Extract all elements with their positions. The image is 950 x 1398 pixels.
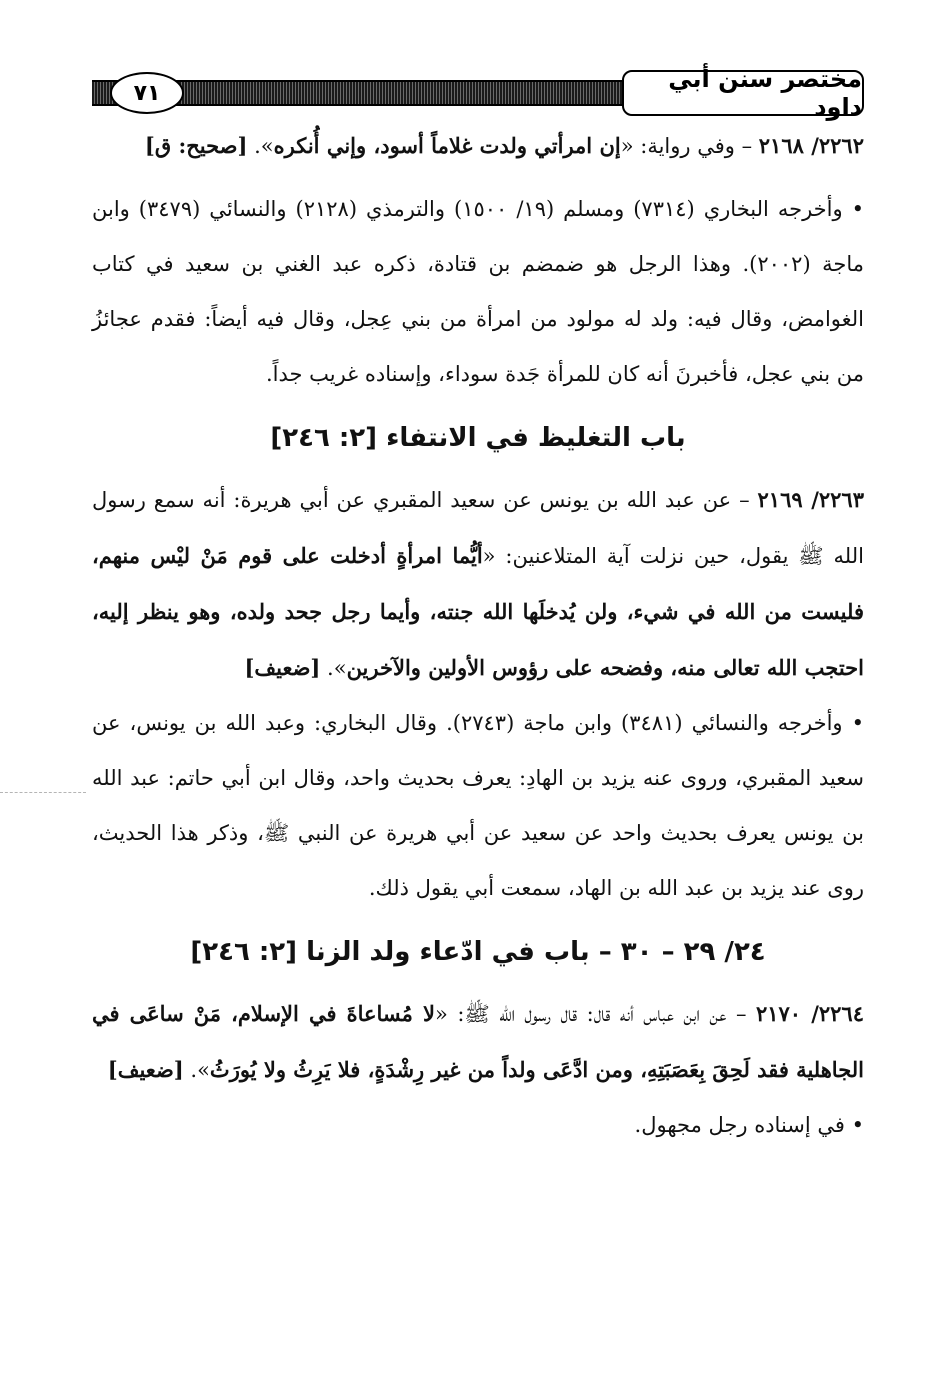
chapter-heading-claiming [92,922,864,982]
page-number-text: ٧١ [133,80,161,106]
hadith-quote: أيُّما امرأةٍ أدخلت على قوم مَنْ ليْس منهم، فليست من الله في شيء، ولن يُدخلَها الله جنته، وأيما رجل جحد ولده، وهو ينظر إليه، احتجب الله تعالى منه، وفضحه على رؤوس الأولين والآخرين [92,543,864,680]
commentary-text: • في إسناده رجل مجهول. [634,1113,864,1137]
book-title-text: مختصر سنن أبي داود [668,65,862,121]
hadith-number: ٢٢٦٢/ ٢١٦٨ [758,133,864,158]
page-header [92,65,864,121]
commentary-2264 [92,1098,864,1153]
hadith-2262 [92,118,864,174]
commentary-text: • وأخرجه والنسائي (٣٤٨١) وابن ماجة (٢٧٤٣). وقال البخاري: وعبد الله بن يونس، عن سعيد المقبري، وروى عنه يزيد بن الهادِ: يعرف بحديث واحد، وقال ابن أبي حاتم: عبد الله بن يونس يعرف بحديث واحد عن سعيد عن أبي هريرة عن النبي ﷺ، وذكر هذا الحديث، روى عند يزيد بن عبد الله بن الهاد، سمعت أبي يقول ذلك. [92,711,864,900]
hadith-quote-close: ». [320,656,347,680]
chapter-heading-text: ٢٤/ ٢٩ – ٣٠ – باب في ادّعاء ولد الزنا [٢: ٢٤٦] [190,937,766,967]
hadith-grade: [ضعيف] [244,655,321,680]
hadith-text: – عن ابن عباس أنه قال: قال رسول الله ﷺ: « [435,1002,747,1026]
hadith-number: ٢٢٦٤/ ٢١٧٠ [755,1001,864,1026]
hadith-2264 [92,986,864,1098]
commentary-2263 [92,696,864,916]
commentary-2262 [92,182,864,402]
spacer [92,174,864,182]
hadith-quote: لا مُساعاةَ في الإسلام، مَنْ ساعَى في الجاهلية فقد لَحِقَ بِعَصَبَتِهِ، ومن ادَّعَى ولداً من غير رِشْدَةٍ، فلا يَرِثُ ولا يُورَثُ [92,1001,864,1082]
page-number [110,72,184,114]
hadith-quote-close: ». [183,1058,210,1082]
commentary-text: • وأخرجه البخاري (٧٣١٤) ومسلم (١٩/ ١٥٠٠) والترمذي (٢١٢٨) والنسائي (٣٤٧٩) وابن ماجة (٢٠٠٢). وهذا الرجل هو ضمضم بن قتادة، ذكره عبد الغني بن سعيد في كتاب الغوامض، وقال فيه: ولد له مولود من امرأة من بني عِجل، وقال فيه أيضاً: فقدم عجائزُ من بني عجل، فأخبرنَ أنه كان للمرأة جَدة سوداء، وإسناده غريب جداً. [92,197,864,386]
hadith-grade: [ضعيف] [107,1057,184,1082]
page-body [92,118,864,1153]
hadith-quote: إن امرأتي ولدت غلاماً أسود، وإني أُنكره [273,133,621,158]
book-title [622,65,864,121]
hadith-text: – وفي رواية: « [620,134,753,158]
hadith-text: – عن عبد الله بن يونس عن سعيد المقبري عن أبي هريرة: أنه سمع رسول الله ﷺ يقول، حين نزلت آية المتلاعنين: « [92,488,864,568]
chapter-heading-denial [92,408,864,468]
scan-artifact-line [0,792,86,793]
hadith-number: ٢٢٦٣/ ٢١٦٩ [757,487,864,512]
hadith-2263 [92,472,864,696]
chapter-heading-text: باب التغليظ في الانتفاء [٢: ٢٤٦] [270,423,686,453]
hadith-grade: [صحيح: ق] [144,133,248,158]
hadith-quote-close: ». [247,134,274,158]
